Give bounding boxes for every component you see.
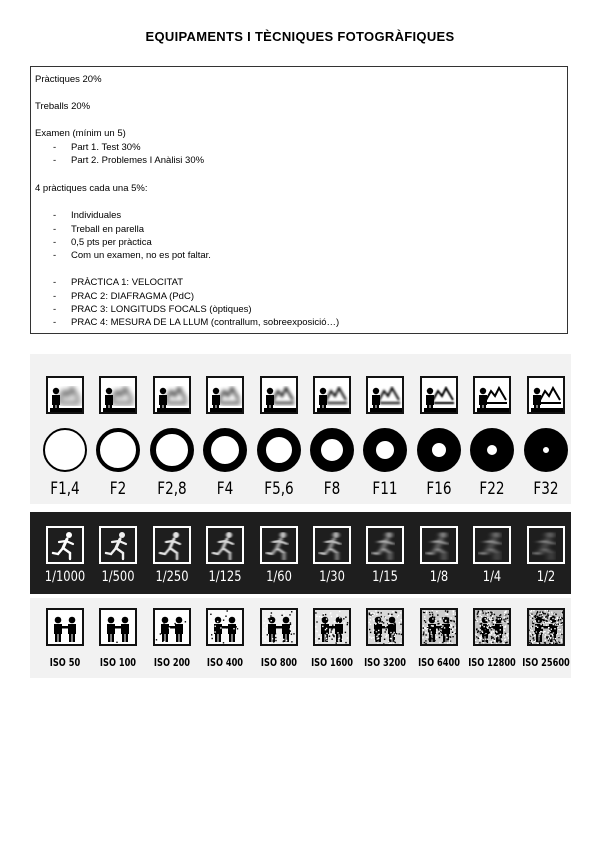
iso-label: ISO 800 [260, 656, 297, 669]
aperture-circle [203, 428, 247, 472]
shutter-speed-label: 1/4 [482, 569, 502, 585]
aperture-circle [257, 428, 301, 472]
f-stop-label: F2 [110, 479, 127, 499]
shutter-speed-label: 1/500 [101, 569, 135, 585]
shutter-speed-label: 1/1000 [44, 569, 86, 585]
two-people-icon [260, 608, 298, 646]
practica-item: - PRAC 2: DIAFRAGMA (PdC) [53, 291, 194, 302]
portrait-landscape-icon [366, 376, 404, 414]
shutter-speed-label: 1/2 [536, 569, 555, 585]
practiques-rule: - Treball en parella [53, 224, 145, 235]
iso-label: ISO 400 [207, 656, 244, 669]
running-person-icon [260, 526, 298, 564]
aperture-circle [43, 428, 87, 472]
portrait-landscape-icon [527, 376, 565, 414]
evaluation-box [30, 66, 568, 334]
iso-label: ISO 200 [153, 656, 190, 669]
aperture-circle [363, 428, 407, 472]
aperture-circle [470, 428, 514, 472]
iso-label: ISO 50 [49, 656, 81, 669]
portrait-landscape-icon [420, 376, 458, 414]
two-people-icon [153, 608, 191, 646]
f-stop-label: F8 [323, 479, 341, 499]
iso-label: ISO 6400 [417, 656, 460, 669]
practica-item: - PRAC 3: LONGITUDS FOCALS (òptiques) [53, 304, 252, 315]
portrait-landscape-icon [206, 376, 244, 414]
portrait-landscape-icon [473, 376, 511, 414]
f-stop-label: F32 [533, 479, 559, 499]
aperture-circle [150, 428, 194, 472]
examen-part: - Part 2. Problemes I Anàlisi 30% [53, 155, 205, 166]
two-people-icon [313, 608, 351, 646]
f-stop-label: F16 [426, 479, 452, 499]
two-people-icon [420, 608, 458, 646]
f-stop-label: F4 [216, 479, 234, 499]
iso-chart [30, 598, 571, 678]
running-person-icon [473, 526, 511, 564]
two-people-icon [46, 608, 84, 646]
practiques-intro: 4 pràctiques cada una 5%: [35, 183, 148, 194]
f-stop-label: F2,8 [157, 479, 187, 499]
aperture-circle [524, 428, 568, 472]
f-stop-label: F1,4 [50, 479, 80, 499]
page-title: EQUIPAMENTS I TÈCNIQUES FOTOGRÀFIQUES [145, 29, 455, 44]
two-people-icon [99, 608, 137, 646]
shutter-speed-label: 1/30 [319, 569, 345, 585]
two-people-icon [473, 608, 511, 646]
iso-label: ISO 12800 [468, 656, 516, 669]
f-stop-label: F11 [372, 479, 398, 499]
practiques-weight: Pràctiques 20% [35, 74, 102, 85]
running-person-icon [206, 526, 244, 564]
f-stop-label: F5,6 [263, 479, 294, 499]
shutter-speed-label: 1/250 [155, 569, 189, 585]
iso-label: ISO 25600 [521, 656, 570, 669]
portrait-landscape-icon [313, 376, 351, 414]
treballs-weight: Treballs 20% [35, 101, 91, 112]
running-person-icon [153, 526, 191, 564]
shutter-speed-chart [30, 512, 571, 594]
portrait-landscape-icon [153, 376, 191, 414]
practica-item: - PRAC 4: MESURA DE LA LLUM (contrallum, sobreexposició…) [53, 317, 340, 328]
two-people-icon [527, 608, 565, 646]
running-person-icon [366, 526, 404, 564]
running-person-icon [527, 526, 565, 564]
shutter-speed-label: 1/8 [429, 569, 449, 585]
iso-label: ISO 1600 [311, 656, 353, 669]
aperture-circle [417, 428, 461, 472]
two-people-icon [206, 608, 244, 646]
two-people-icon [366, 608, 404, 646]
examen-weight: Examen (mínim un 5) [35, 128, 126, 139]
practiques-rule: - Individuales [53, 210, 122, 221]
shutter-speed-label: 1/15 [372, 569, 399, 585]
portrait-landscape-icon [99, 376, 137, 414]
running-person-icon [420, 526, 458, 564]
iso-label: ISO 3200 [364, 656, 407, 669]
examen-part: - Part 1. Test 30% [53, 142, 141, 153]
practiques-rule: - 0,5 pts per pràctica [53, 237, 152, 248]
aperture-circle [310, 428, 354, 472]
f-stop-label: F22 [479, 479, 505, 499]
running-person-icon [99, 526, 137, 564]
running-person-icon [313, 526, 351, 564]
shutter-speed-label: 1/60 [265, 569, 292, 585]
running-person-icon [46, 526, 84, 564]
iso-label: ISO 100 [100, 656, 137, 669]
portrait-landscape-icon [46, 376, 84, 414]
practica-item: - PRÀCTICA 1: VELOCITAT [53, 277, 184, 288]
shutter-speed-label: 1/125 [208, 569, 242, 585]
practiques-rule: - Com un examen, no es pot faltar. [53, 250, 211, 261]
portrait-landscape-icon [260, 376, 298, 414]
aperture-circle [96, 428, 140, 472]
aperture-chart [30, 354, 571, 504]
